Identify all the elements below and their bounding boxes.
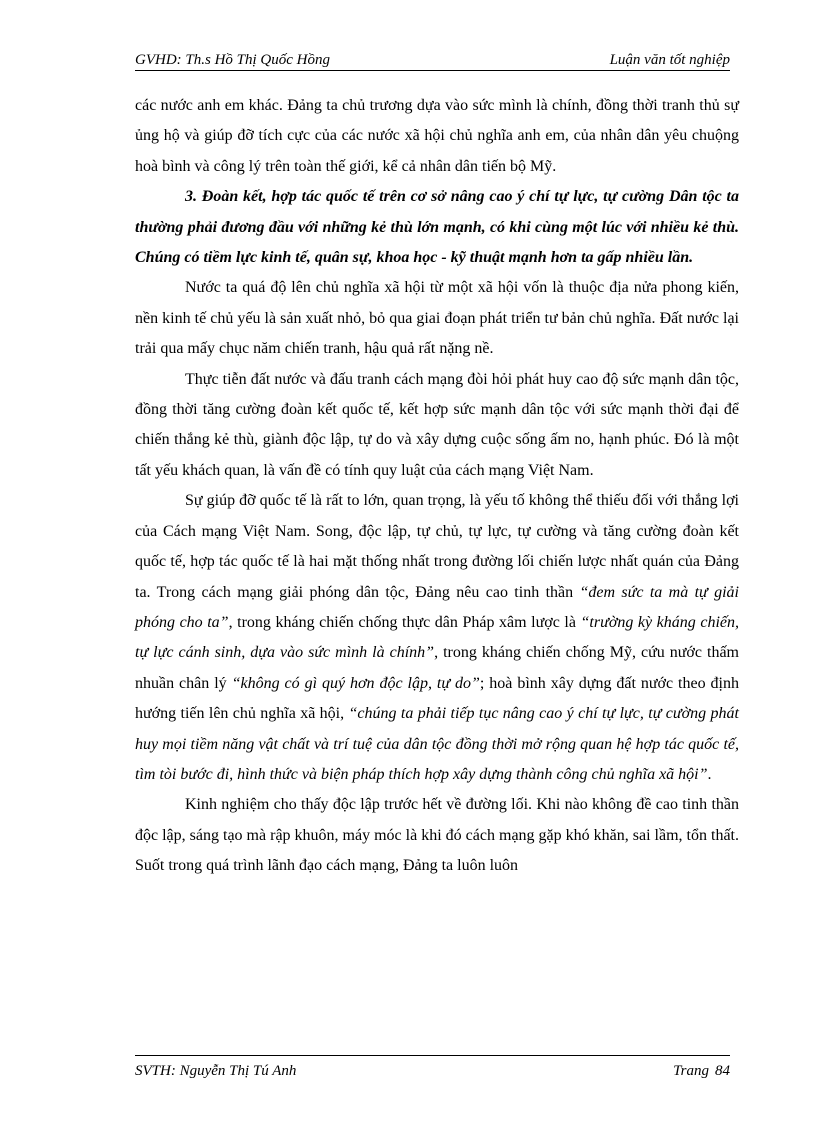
header-document-type: Luận văn tốt nghiệp bbox=[609, 52, 730, 68]
page-body bbox=[135, 91, 739, 882]
text-run: , trong kháng chiến chống thực dân Pháp xâm lược là bbox=[228, 613, 581, 631]
paragraph-continuation: các nước anh em khác. Đảng ta chủ trương dựa vào sức mình là chính, đồng thời tranh thủ sự ủng hộ và giúp đỡ tích cực của các nước xã hội chủ nghĩa anh em, của nhân dân yêu chuộng hoà bình và công lý trên toàn thế giới, kể cả nhân dân tiến bộ Mỹ. bbox=[135, 97, 739, 175]
quote-independence: “không có gì quý hơn độc lập, tự do” bbox=[231, 674, 480, 692]
paragraph-transition: Nước ta quá độ lên chủ nghĩa xã hội từ một xã hội vốn là thuộc địa nửa phong kiến, nền kinh tế chủ yếu là sản xuất nhỏ, bỏ qua giai đoạn phát triển tư bản chủ nghĩa. Đất nước lại trải qua mấy chục năm chiến tranh, hậu quả rất nặng nề. bbox=[135, 279, 739, 358]
header-supervisor: GVHD: Th.s Hồ Thị Quốc Hồng bbox=[135, 52, 330, 68]
paragraph-practice: Thực tiễn đất nước và đấu tranh cách mạng đòi hỏi phát huy cao độ sức mạnh dân tộc, đồng thời tăng cường đoàn kết quốc tế, kết hợp sức mạnh dân tộc với sức mạnh thời đại để chiến thắng kẻ thù, giành độc lập, tự do và xây dựng cuộc sống ấm no, hạnh phúc. Đó là một tất yếu khách quan, là vấn đề có tính quy luật của cách mạng Việt Nam. bbox=[135, 370, 739, 479]
section-heading: 3. Đoàn kết, hợp tác quốc tế trên cơ sở nâng cao ý chí tự lực, tự cường Dân tộc ta thường phải đương đầu với những kẻ thù lớn mạnh, có khi cùng một lúc với nhiều kẻ thù. Chúng có tiềm lực kinh tế, quân sự, khoa học - kỹ thuật mạnh hơn ta gấp nhiều lần. bbox=[135, 188, 739, 267]
text-run: ; hoà bình xây dựng đất nước theo định hướng tiến lên chủ nghĩa xã hội, bbox=[135, 674, 739, 723]
page-number-block bbox=[667, 1061, 730, 1081]
footer-student: SVTH: Nguyễn Thị Tú Anh bbox=[135, 1063, 297, 1079]
paragraph-experience: Kinh nghiệm cho thấy độc lập trước hết về đường lối. Khi nào không đề cao tinh thần độc lập, sáng tạo mà rập khuôn, máy móc là khi đó cách mạng gặp khó khăn, sai lầm, tổn thất. Suốt trong quá trình lãnh đạo cách mạng, Đảng ta luôn luôn bbox=[135, 796, 739, 875]
text-run: , trong kháng chiến chống Mỹ, cứu nước thấm nhuần chân lý bbox=[135, 644, 739, 692]
page-number: 84 bbox=[715, 1063, 730, 1079]
quote-self-liberation: “đem sức ta mà tự giải phóng cho ta” bbox=[135, 583, 740, 631]
page-label: Trang bbox=[673, 1063, 709, 1079]
paragraph-international-support bbox=[135, 486, 739, 790]
text-run: . bbox=[707, 765, 712, 783]
page-header bbox=[135, 48, 730, 71]
page-footer bbox=[135, 1055, 730, 1080]
quote-self-reliance: “chúng ta phải tiếp tục nâng cao ý chí tự lực, tự cường phát huy mọi tiềm năng vật chất và trí tuệ của dân tộc đồng thời mở rộng quan hệ hợp tác quốc tế, tìm tòi bước đi, hình thức và biện pháp thích hợp xây dựng thành công chủ nghĩa xã hội” bbox=[135, 705, 739, 783]
text-run: Sự giúp đỡ quốc tế là rất to lớn, quan trọng, là yếu tố không thể thiếu đối với thắng lợi của Cách mạng Việt Nam. Song, độc lập, tự chủ, tự lực, tự cường và tăng cường đoàn kết quốc tế, hợp tác quốc tế là hai mặt thống nhất trong đường lối chiến lược nhất quán của Đảng ta. Trong cách mạng giải phóng dân tộc, Đảng nêu cao tinh thần bbox=[135, 492, 739, 601]
quote-resistance: “trường kỳ kháng chiến, tự lực cánh sinh, dựa vào sức mình là chính” bbox=[135, 613, 739, 662]
